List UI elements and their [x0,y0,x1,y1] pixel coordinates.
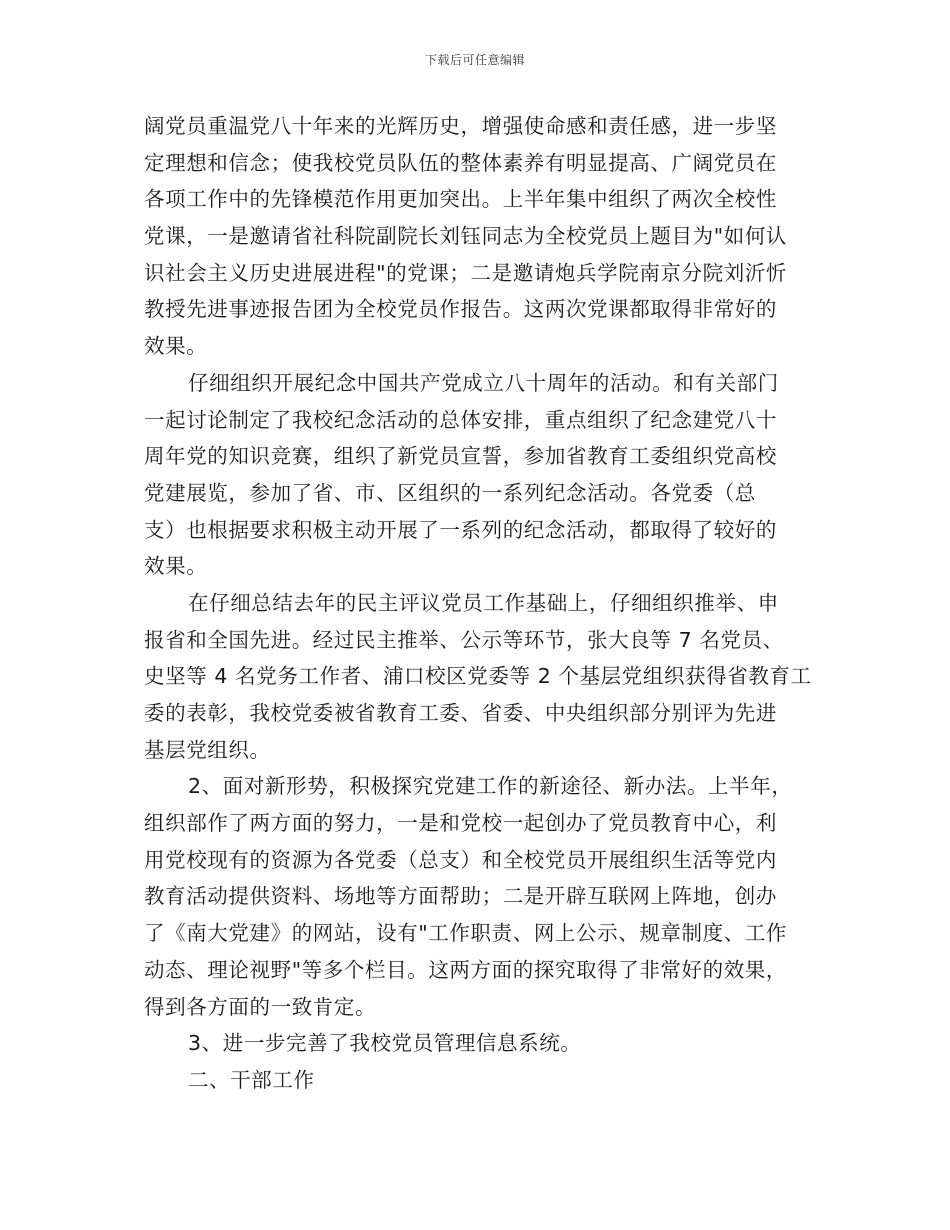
text-line: 史坚等 4 名党务工作者、浦口校区党委等 2 个基层党组织获得省教育工 [144,664,812,689]
text-line: 效果。 [144,554,208,579]
text-line: 阔党员重温党八十年来的光辉历史，增强使命感和责任感，进一步坚 [144,114,777,138]
text-line: 仔细组织开展纪念中国共产党成立八十周年的活动。和有关部门 [188,370,779,395]
text-line: 组织部作了两方面的努力，一是和党校一起创办了党员教育中心，利 [144,811,777,836]
text-line: 得到各方面的一致肯定。 [144,994,377,1019]
text-line: 报省和全国先进。经过民主推举、公示等环节，张大良等 7 名党员、 [144,627,784,652]
text-line: 识社会主义历史进展进程"的党课；二是邀请炮兵学院南京分院刘沂忻 [144,260,788,285]
text-line: 基层党组织。 [144,737,271,762]
text-line: 党课，一是邀请省社科院副院长刘钰同志为全校党员上题目为"如何认 [144,224,788,249]
text-line: 了《南大党建》的网站，设有"工作职责、网上公示、规章制度、工作 [144,921,788,946]
text-line: 3、进一步完善了我校党员管理信息系统。 [188,1031,582,1056]
text-line: 一起讨论制定了我校纪念活动的总体安排，重点组织了纪念建党八十 [144,407,777,432]
text-line: 在仔细总结去年的民主评议党员工作基础上，仔细组织推举、申 [188,590,779,615]
text-line: 党建展览，参加了省、市、区组织的一系列纪念活动。各党委（总 [144,480,756,505]
text-line: 委的表彰，我校党委被省教育工委、省委、中央组织部分别评为先进 [144,701,777,725]
text-line: 定理想和信念；使我校党员队伍的整体素养有明显提高、广阔党员在 [144,150,777,175]
text-line: 用党校现有的资源为各党委（总支）和全校党员开展组织生活等党内 [144,847,777,872]
text-line: 2、面对新形势，积极探究党建工作的新途径、新办法。上半年， [188,774,793,799]
text-line: 效果。 [144,334,208,359]
text-line: 周年党的知识竞赛，组织了新党员宣誓，参加省教育工委组织党高校 [144,444,777,469]
text-line: 动态、理论视野"等多个栏目。这两方面的探究取得了非常好的效果， [144,957,788,982]
text-line: 二、干部工作 [188,1067,315,1092]
document-body [144,108,812,1099]
text-line: 支）也根据要求积极主动开展了一系列的纪念活动，都取得了较好的 [144,517,777,542]
text-line: 教授先进事迹报告团为全校党员作报告。这两次党课都取得非常好的 [144,297,777,322]
text-line: 各项工作中的先锋模范作用更加突出。上半年集中组织了两次全校性 [144,187,777,212]
text-line: 教育活动提供资料、场地等方面帮助；二是开辟互联网上阵地，创办 [144,884,777,909]
download-editable-note: 下载后可任意编辑 [424,53,525,67]
